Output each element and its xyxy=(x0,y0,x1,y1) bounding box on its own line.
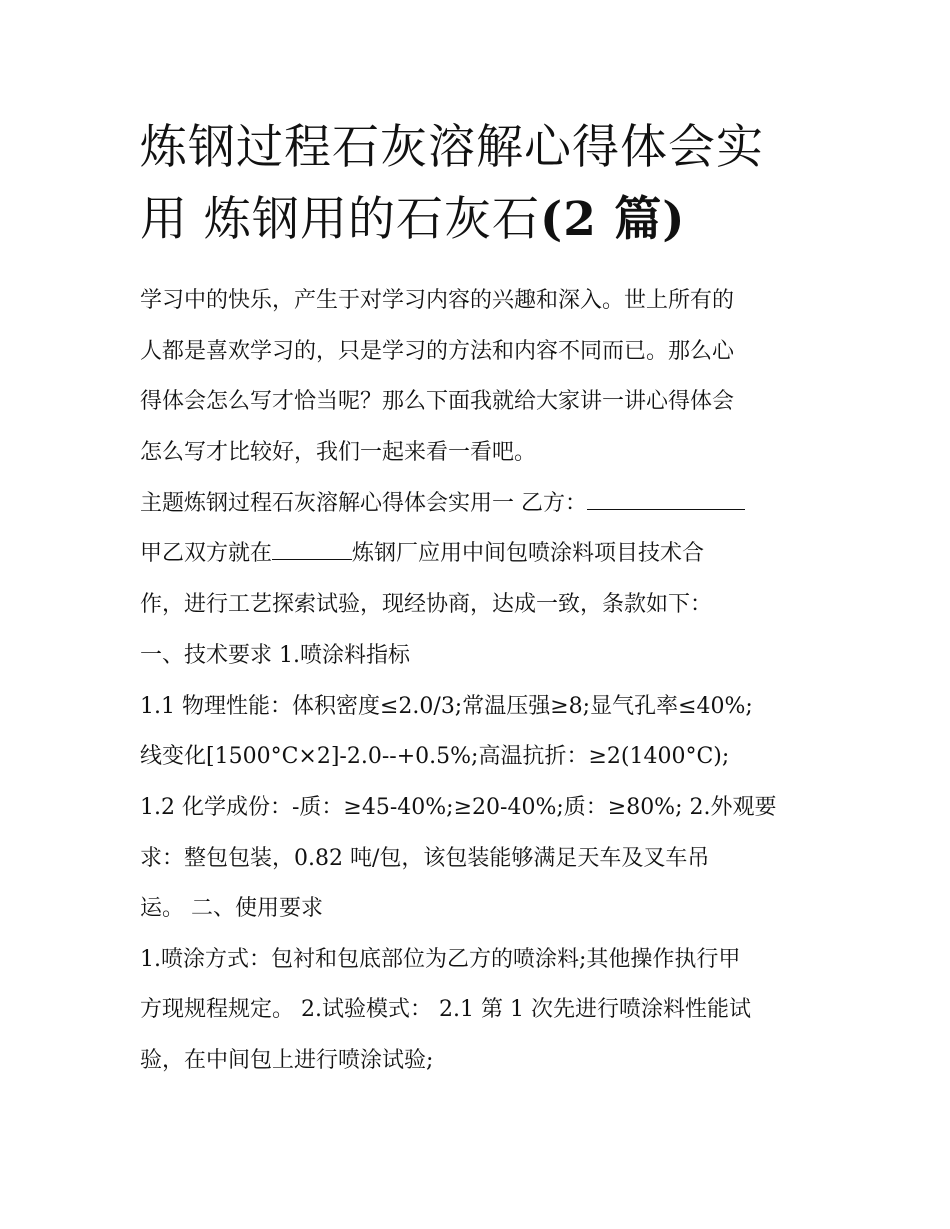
paragraph-line: 1.1 物理性能：体积密度≤2.0/3;常温压强≥8;显气孔率≤40%; xyxy=(140,694,753,719)
title-part-2: 用 炼钢用的石灰石 xyxy=(140,192,540,247)
paragraph-line xyxy=(140,489,830,519)
paragraph-line: 求：整包包装，0.82 吨/包，该包装能够满足天车及叉车吊 xyxy=(140,846,710,871)
title-part-3: (2 篇) xyxy=(539,192,686,247)
line-prefix: 甲乙双方就在 xyxy=(140,541,273,566)
party-b-blank xyxy=(587,489,745,510)
paragraph-line: 验，在中间包上进行喷涂试验; xyxy=(140,1048,434,1073)
plant-name-blank xyxy=(272,539,352,560)
paragraph-line: 怎么写才比较好，我们一起来看一看吧。 xyxy=(140,440,537,465)
paragraph-line: 人都是喜欢学习的，只是学习的方法和内容不同而已。那么心 xyxy=(140,339,735,364)
paragraph-line: 方现规程规定。 2.试验模式： 2.1 第 1 次先进行喷涂料性能试 xyxy=(140,997,751,1022)
party-b-label: 主题炼钢过程石灰溶解心得体会实用一 乙方： xyxy=(140,491,587,516)
document-title xyxy=(140,112,830,256)
paragraph-line: 得体会怎么写才恰当呢？那么下面我就给大家讲一讲心得体会 xyxy=(140,389,735,414)
title-part-1: 炼钢过程石灰溶解心得体会实 xyxy=(140,120,764,175)
paragraph-line xyxy=(140,539,830,569)
paragraph-line: 学习中的快乐，产生于对学习内容的兴趣和深入。世上所有的 xyxy=(140,288,735,313)
paragraph-line: 运。 二、使用要求 xyxy=(140,896,323,921)
paragraph-line: 线变化[1500°C×2]-2.0--+0.5%;高温抗折：≥2(1400°C); xyxy=(140,744,730,769)
paragraph-line: 作，进行工艺探索试验，现经协商，达成一致，条款如下： xyxy=(140,592,713,617)
paragraph-line: 1.喷涂方式：包衬和包底部位为乙方的喷涂料;其他操作执行甲 xyxy=(140,947,741,972)
section-heading: 一、技术要求 1.喷涂料指标 xyxy=(140,643,410,668)
paragraph-line: 1.2 化学成份：-质：≥45-40%;≥20-40%;质：≥80%; 2.外观要 xyxy=(140,795,777,820)
line-suffix: 炼钢厂应用中间包喷涂料项目技术合 xyxy=(352,541,705,566)
